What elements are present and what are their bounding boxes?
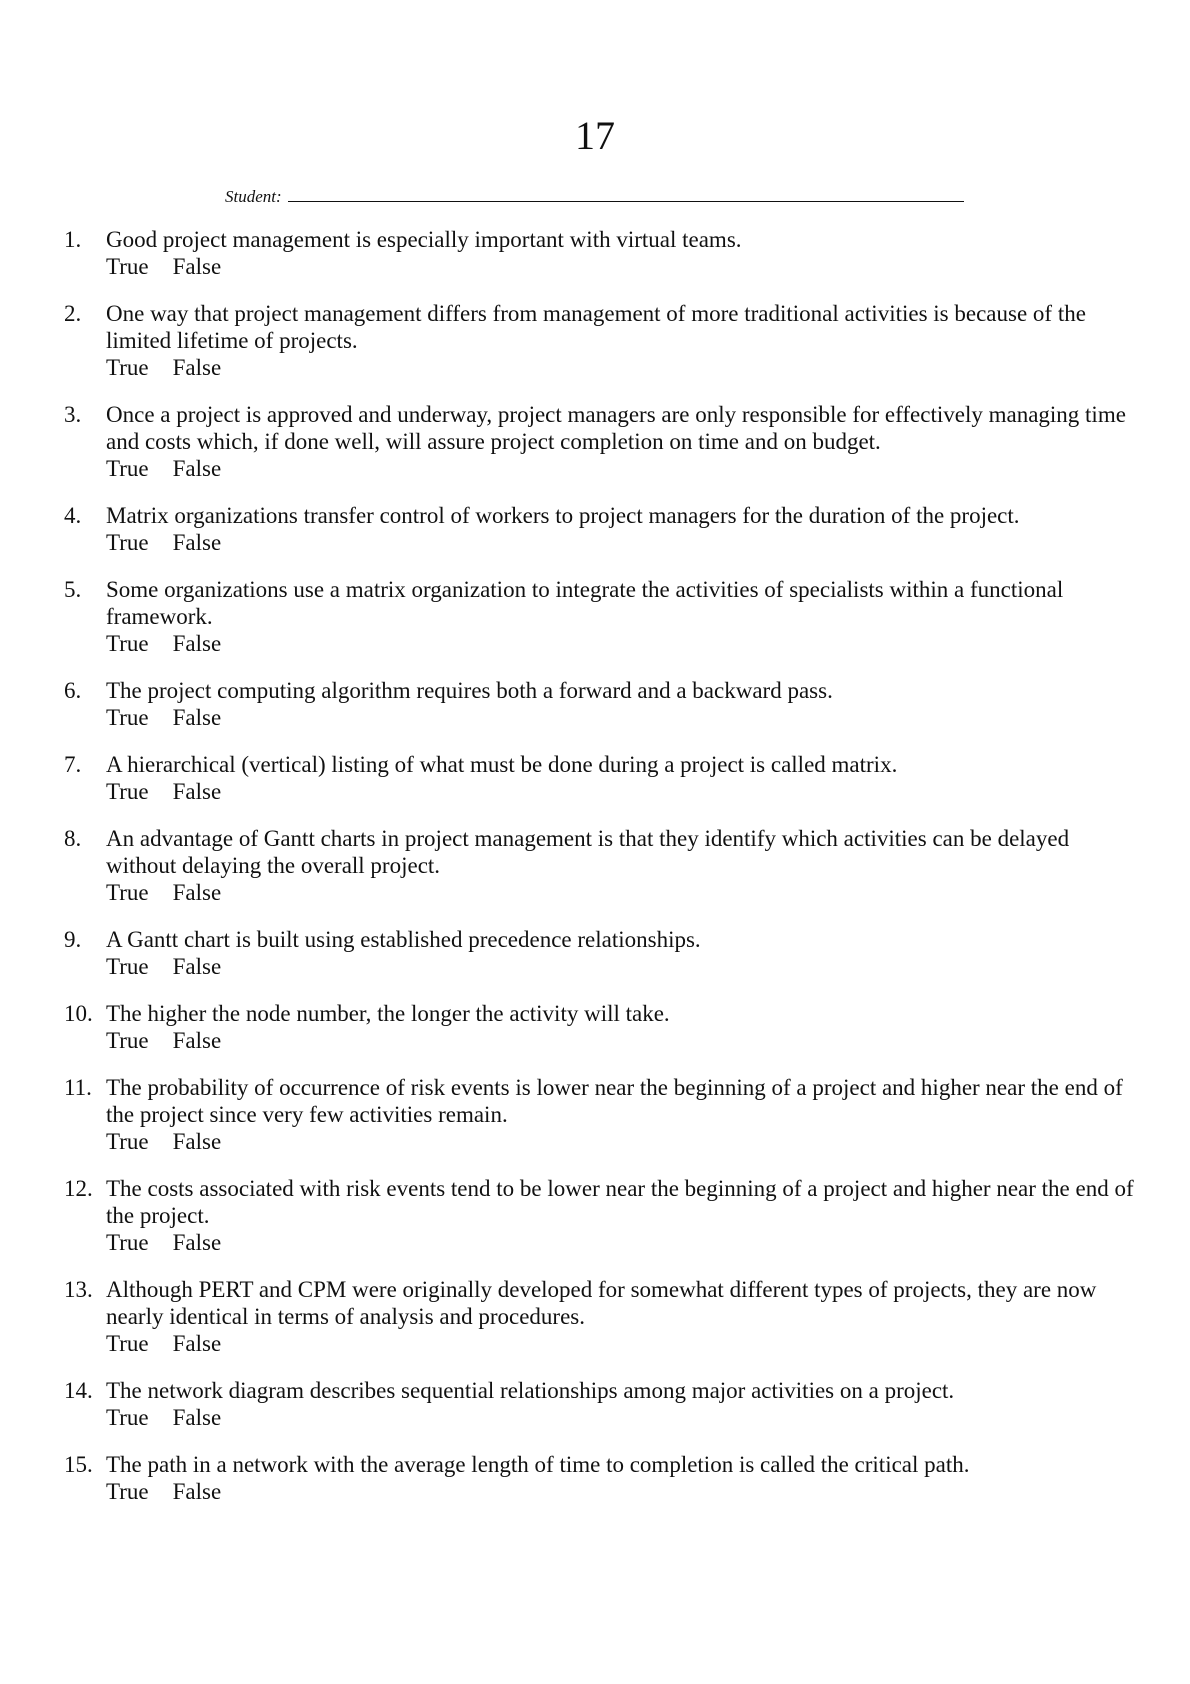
question-item-7: [0, 751, 1190, 805]
question-item-3: [0, 401, 1190, 482]
question-text: Some organizations use a matrix organization to integrate the activities of specialists within a functional framework.: [106, 577, 1064, 629]
question-body: [106, 401, 1136, 482]
question-body: [106, 1074, 1136, 1155]
question-body: [106, 226, 1136, 280]
false-option[interactable]: False: [172, 355, 222, 380]
true-option[interactable]: True: [106, 1230, 149, 1255]
question-item-13: [0, 1276, 1190, 1357]
question-list: [0, 226, 1190, 1525]
question-text: Good project management is especially important with virtual teams.: [106, 227, 742, 252]
question-text: The path in a network with the average length of time to completion is called the critical path.: [106, 1452, 970, 1477]
question-text: The project computing algorithm requires both a forward and a backward pass.: [106, 678, 833, 703]
answer-options: [106, 1229, 1136, 1256]
question-item-2: [0, 300, 1190, 381]
answer-options: [106, 1478, 1136, 1505]
question-number: 11.: [64, 1075, 92, 1100]
question-item-15: [0, 1451, 1190, 1505]
question-item-9: [0, 926, 1190, 980]
answer-options: [106, 253, 1136, 280]
true-option[interactable]: True: [106, 1129, 149, 1154]
false-option[interactable]: False: [172, 1479, 222, 1504]
question-body: [106, 300, 1136, 381]
true-option[interactable]: True: [106, 1405, 149, 1430]
question-text: The network diagram describes sequential relationships among major activities on a project.: [106, 1378, 955, 1403]
question-item-5: [0, 576, 1190, 657]
question-item-11: [0, 1074, 1190, 1155]
student-name-line: [225, 186, 964, 207]
answer-options: [106, 354, 1136, 381]
true-option[interactable]: True: [106, 779, 149, 804]
question-body: [106, 1451, 1136, 1505]
question-number: 3.: [64, 402, 82, 427]
false-option[interactable]: False: [172, 705, 222, 730]
question-item-10: [0, 1000, 1190, 1054]
true-option[interactable]: True: [106, 355, 149, 380]
question-item-12: [0, 1175, 1190, 1256]
answer-options: [106, 704, 1136, 731]
false-option[interactable]: False: [172, 530, 222, 555]
true-option[interactable]: True: [106, 1331, 149, 1356]
question-text: An advantage of Gantt charts in project management is that they identify which activities can be delayed without delaying the overall project.: [106, 826, 1070, 878]
question-body: [106, 1377, 1136, 1431]
student-label: Student:: [225, 187, 282, 206]
answer-options: [106, 879, 1136, 906]
false-option[interactable]: False: [172, 1405, 222, 1430]
question-number: 6.: [64, 678, 82, 703]
true-option[interactable]: True: [106, 880, 149, 905]
question-text: Matrix organizations transfer control of workers to project managers for the duration of the project.: [106, 503, 1020, 528]
question-body: [106, 926, 1136, 980]
false-option[interactable]: False: [172, 254, 222, 279]
answer-options: [106, 1128, 1136, 1155]
question-item-8: [0, 825, 1190, 906]
answer-options: [106, 630, 1136, 657]
answer-options: [106, 778, 1136, 805]
false-option[interactable]: False: [172, 954, 222, 979]
true-option[interactable]: True: [106, 530, 149, 555]
answer-options: [106, 953, 1136, 980]
answer-options: [106, 1027, 1136, 1054]
false-option[interactable]: False: [172, 1230, 222, 1255]
question-body: [106, 1175, 1136, 1256]
true-option[interactable]: True: [106, 954, 149, 979]
answer-options: [106, 529, 1136, 556]
true-option[interactable]: True: [106, 631, 149, 656]
answer-options: [106, 1404, 1136, 1431]
answer-options: [106, 455, 1136, 482]
false-option[interactable]: False: [172, 779, 222, 804]
question-text: A Gantt chart is built using established precedence relationships.: [106, 927, 701, 952]
question-text: One way that project management differs from management of more traditional activities is because of the limited lifetime of projects.: [106, 301, 1086, 353]
answer-options: [106, 1330, 1136, 1357]
true-option[interactable]: True: [106, 254, 149, 279]
question-body: [106, 1276, 1136, 1357]
question-item-4: [0, 502, 1190, 556]
question-number: 4.: [64, 503, 82, 528]
question-text: The probability of occurrence of risk events is lower near the beginning of a project and higher near the end of the project since very few activities remain.: [106, 1075, 1123, 1127]
question-number: 7.: [64, 752, 82, 777]
page-number: 17: [575, 113, 615, 158]
question-item-1: [0, 226, 1190, 280]
question-item-14: [0, 1377, 1190, 1431]
question-number: 2.: [64, 301, 82, 326]
question-body: [106, 502, 1136, 556]
question-text: Once a project is approved and underway, project managers are only responsible for effectively managing time and costs which, if done well, will assure project completion on time and on budget.: [106, 402, 1126, 454]
true-option[interactable]: True: [106, 456, 149, 481]
false-option[interactable]: False: [172, 1129, 222, 1154]
question-body: [106, 677, 1136, 731]
question-body: [106, 576, 1136, 657]
false-option[interactable]: False: [172, 880, 222, 905]
question-number: 14.: [64, 1378, 93, 1403]
true-option[interactable]: True: [106, 1479, 149, 1504]
question-text: The costs associated with risk events tend to be lower near the beginning of a project and higher near the end of the project.: [106, 1176, 1134, 1228]
false-option[interactable]: False: [172, 456, 222, 481]
question-number: 1.: [64, 227, 82, 252]
question-number: 15.: [64, 1452, 93, 1477]
question-text: Although PERT and CPM were originally developed for somewhat different types of projects, they are now nearly identical in terms of analysis and procedures.: [106, 1277, 1097, 1329]
question-number: 9.: [64, 927, 82, 952]
question-text: The higher the node number, the longer the activity will take.: [106, 1001, 670, 1026]
question-number: 13.: [64, 1277, 93, 1302]
question-number: 8.: [64, 826, 82, 851]
false-option[interactable]: False: [172, 1028, 222, 1053]
question-body: [106, 825, 1136, 906]
question-number: 12.: [64, 1176, 93, 1201]
true-option[interactable]: True: [106, 1028, 149, 1053]
question-body: [106, 1000, 1136, 1054]
question-number: 10.: [64, 1001, 93, 1026]
true-option[interactable]: True: [106, 705, 149, 730]
question-body: [106, 751, 1136, 805]
question-item-6: [0, 677, 1190, 731]
question-text: A hierarchical (vertical) listing of what must be done during a project is called matrix.: [106, 752, 898, 777]
false-option[interactable]: False: [172, 631, 222, 656]
false-option[interactable]: False: [172, 1331, 222, 1356]
question-number: 5.: [64, 577, 82, 602]
student-name-blank[interactable]: [288, 186, 964, 202]
